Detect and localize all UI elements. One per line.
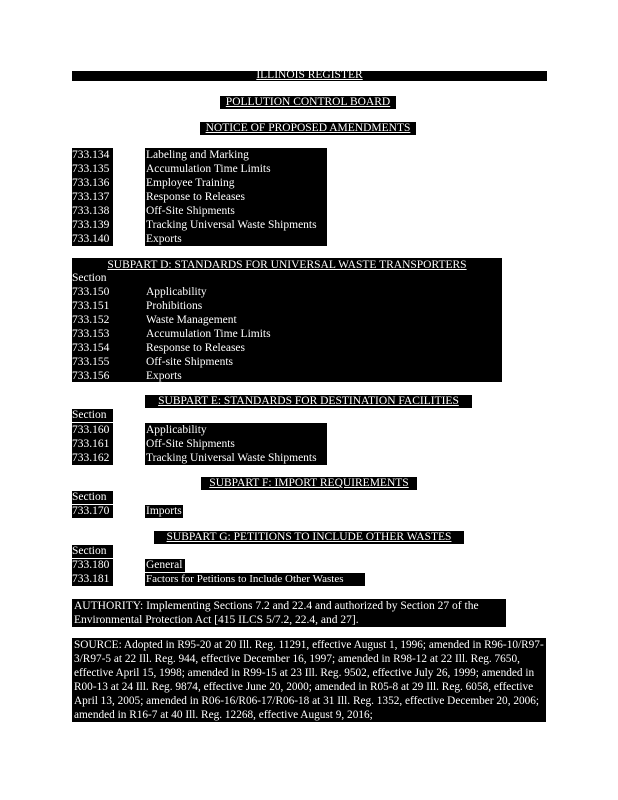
- section-number: 733.134: [72, 149, 110, 161]
- section-number: 733.170: [72, 505, 110, 517]
- section-number: 733.150: [72, 286, 110, 298]
- subpart-e-heading: SUBPART E: STANDARDS FOR DESTINATION FACILITIES: [158, 395, 459, 407]
- section-title: Accumulation Time Limits: [146, 163, 271, 175]
- section-number: 733.181: [72, 573, 110, 585]
- section-label: Section: [72, 272, 107, 284]
- board-title: POLLUTION CONTROL BOARD: [225, 96, 391, 108]
- section-title: Response to Releases: [146, 342, 246, 354]
- subpart-d-heading: SUBPART D: STANDARDS FOR UNIVERSAL WASTE TRANSPORTERS: [107, 259, 467, 271]
- section-number: 733.154: [72, 342, 110, 354]
- section-number: 733.151: [72, 300, 110, 312]
- section-number: 733.136: [72, 177, 110, 189]
- section-number: 733.180: [72, 559, 110, 571]
- section-number: 733.160: [72, 424, 110, 436]
- section-number: 733.161: [72, 438, 110, 450]
- section-number: 733.152: [72, 314, 110, 326]
- section-title: Response to Releases: [146, 191, 246, 203]
- section-number: 733.135: [72, 163, 110, 175]
- section-title: Applicability: [146, 286, 207, 298]
- source-paragraph: SOURCE: Adopted in R95-20 at 20 Ill. Reg. 11291, effective August 1, 1996; amended in R96-10/R97-3/R97-5 at 22 Ill. Reg. 944, effective December 16, 1997; amended in R98-12 at 22 Ill. Reg. 7650, effective April 15, 1998; amended in R99-15 at 23 Ill. Reg. 9502, effective July 26, 1999; amended in R00-13 at 24 Ill. Reg. 9874, effective June 20, 2000; amended in R05-8 at 29 Ill. Reg. 6058, effective April 13, 2005; amended in R06-16/R06-17/R06-18 at 31 Ill. Reg. 1352, effective December 20, 2006; amended in R16-7 at 40 Ill. Reg. 12268, effective August 9, 2016;: [72, 638, 546, 722]
- section-title: Prohibitions: [146, 300, 203, 312]
- section-label: Section: [72, 491, 107, 503]
- section-title: Off-Site Shipments: [146, 438, 235, 450]
- section-title: Tracking Universal Waste Shipments: [146, 219, 317, 231]
- section-title: Waste Management: [146, 314, 237, 326]
- section-number: 733.155: [72, 356, 110, 368]
- section-title: Exports: [146, 370, 182, 382]
- section-number: 733.156: [72, 370, 110, 382]
- section-label: Section: [72, 545, 107, 557]
- section-title: General: [146, 559, 183, 571]
- section-title: Applicability: [146, 424, 207, 436]
- section-number: 733.137: [72, 191, 110, 203]
- section-title: Off-Site Shipments: [146, 205, 235, 217]
- subpart-g-heading: SUBPART G: PETITIONS TO INCLUDE OTHER WASTES: [166, 531, 452, 543]
- section-number: 733.139: [72, 219, 110, 231]
- section-title: Labeling and Marking: [146, 149, 249, 161]
- authority-paragraph: AUTHORITY: Implementing Sections 7.2 and 22.4 and authorized by Section 27 of the Environmental Protection Act [415 ILCS 5/7.2, 22.4, and 27].: [72, 599, 506, 627]
- section-number: 733.162: [72, 452, 110, 464]
- section-title: Employee Training: [146, 177, 235, 189]
- notice-title: NOTICE OF PROPOSED AMENDMENTS: [205, 122, 411, 134]
- subpart-d-bg: [72, 258, 502, 382]
- section-title: Tracking Universal Waste Shipments: [146, 452, 317, 464]
- section-number: 733.138: [72, 205, 110, 217]
- section-title: Factors for Petitions to Include Other Wastes: [146, 573, 344, 585]
- section-title: Exports: [146, 233, 182, 245]
- section-label: Section: [72, 409, 107, 421]
- section-title: Accumulation Time Limits: [146, 328, 271, 340]
- section-title: Imports: [146, 505, 182, 517]
- section-number: 733.140: [72, 233, 110, 245]
- section-number: 733.153: [72, 328, 110, 340]
- register-title: ILLINOIS REGISTER: [256, 69, 363, 81]
- subpart-f-heading: SUBPART F: IMPORT REQUIREMENTS: [209, 477, 409, 489]
- section-title: Off-site Shipments: [146, 356, 233, 368]
